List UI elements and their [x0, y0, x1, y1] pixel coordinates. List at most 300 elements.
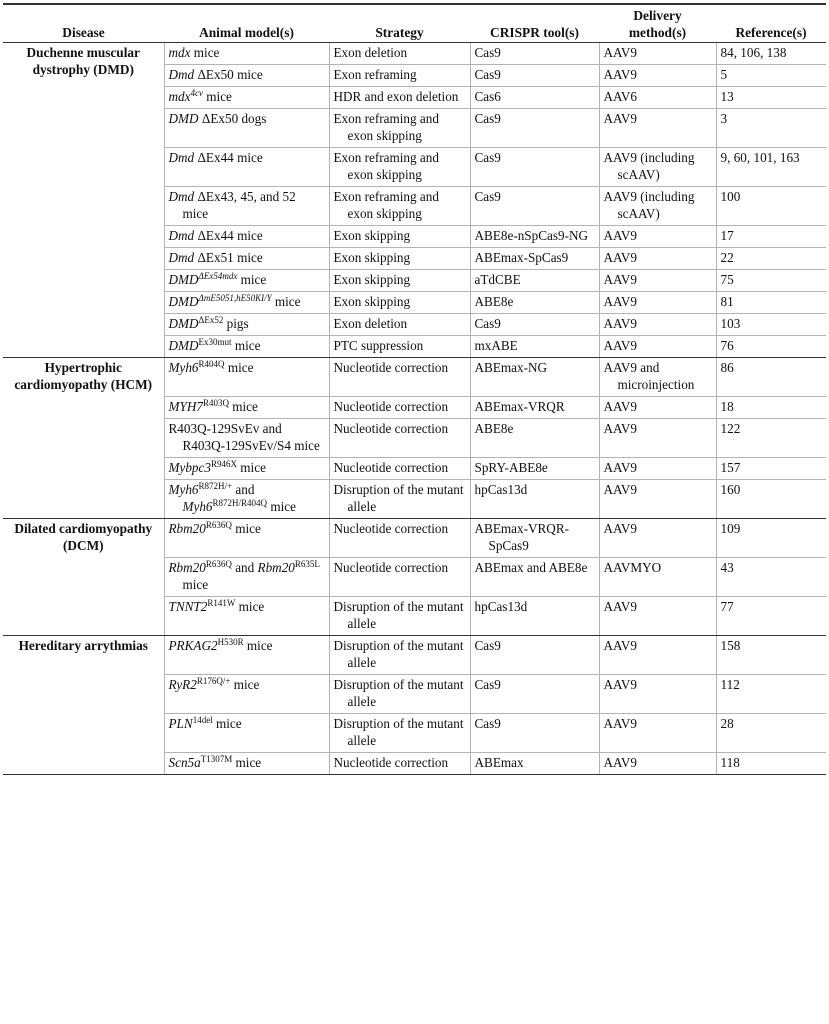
delivery-cell [599, 358, 716, 397]
strategy-cell [329, 270, 470, 292]
model-superscript: R404Q [198, 359, 225, 369]
model-segment: Myh6 [182, 499, 213, 514]
reference-cell [716, 558, 826, 597]
crispr-tool-cell [470, 419, 599, 458]
table-body [3, 43, 826, 775]
crispr-tool-text: Cas9 [474, 45, 501, 60]
strategy-text: Nucleotide correction [333, 521, 449, 536]
crispr-tool-cell [470, 753, 599, 775]
strategy-text: Nucleotide correction [333, 560, 449, 575]
reference-text: 157 [720, 460, 741, 475]
model-segment: mice [237, 460, 266, 475]
table-row [3, 43, 826, 65]
delivery-text: AAV9 [603, 460, 637, 475]
strategy-text: PTC suppression [333, 338, 424, 353]
strategy-text: Exon skipping [333, 250, 411, 265]
crispr-tool-cell [470, 558, 599, 597]
animal-model-text [169, 420, 325, 454]
delivery-text: AAV9 [603, 228, 637, 243]
crispr-tool-text: Cas6 [474, 89, 501, 104]
delivery-cell [599, 314, 716, 336]
model-segment: ΔEx44 mice [194, 228, 263, 243]
reference-text: 28 [720, 716, 734, 731]
strategy-cell [329, 187, 470, 226]
strategy-cell [329, 519, 470, 558]
reference-text: 118 [720, 755, 740, 770]
crispr-tool-text: Cas9 [474, 111, 501, 126]
delivery-cell [599, 336, 716, 358]
header-crispr-tools: CRISPR tool(s) [470, 4, 599, 43]
reference-text: 76 [720, 338, 734, 353]
delivery-text: AAV9 (including scAAV) [603, 150, 695, 182]
model-segment: mdx [168, 45, 191, 60]
reference-text: 122 [720, 421, 741, 436]
reference-text: 22 [720, 250, 734, 265]
reference-cell [716, 248, 826, 270]
header-strategy: Strategy [329, 4, 470, 43]
reference-text: 103 [720, 316, 741, 331]
reference-text: 18 [720, 399, 734, 414]
crispr-tool-cell [470, 458, 599, 480]
model-segment: Rbm20 [168, 560, 206, 575]
disease-cell: Hereditary arrythmias [3, 636, 164, 775]
delivery-text: AAV9 [603, 67, 637, 82]
model-segment: mice [212, 716, 242, 731]
reference-cell [716, 714, 826, 753]
crispr-tool-cell [470, 480, 599, 519]
reference-cell [716, 675, 826, 714]
animal-model-text [169, 715, 325, 732]
delivery-cell [599, 109, 716, 148]
model-segment: Dmd [168, 150, 195, 165]
strategy-text: Exon reframing [333, 67, 417, 82]
crispr-tool-text: hpCas13d [474, 599, 528, 614]
strategy-cell [329, 458, 470, 480]
delivery-cell [599, 480, 716, 519]
reference-cell [716, 480, 826, 519]
strategy-cell [329, 314, 470, 336]
strategy-cell [329, 558, 470, 597]
animal-model-cell [164, 714, 329, 753]
reference-text: 86 [720, 360, 734, 375]
strategy-cell [329, 226, 470, 248]
crispr-tool-text: Cas9 [474, 67, 501, 82]
crispr-tool-cell [470, 148, 599, 187]
model-segment: mice [235, 599, 265, 614]
strategy-cell [329, 397, 470, 419]
reference-text: 17 [720, 228, 734, 243]
crispr-tool-text: mxABE [474, 338, 518, 353]
strategy-cell [329, 636, 470, 675]
crispr-tool-cell [470, 292, 599, 314]
model-segment: mice [202, 89, 232, 104]
disease-cell: Hypertrophic cardiomyopathy (HCM) [3, 358, 164, 519]
model-segment: mice [224, 360, 254, 375]
reference-cell [716, 753, 826, 775]
reference-cell [716, 636, 826, 675]
table-row [3, 636, 826, 675]
reference-text: 109 [720, 521, 741, 536]
delivery-text: AAV9 [603, 716, 637, 731]
animal-model-text [169, 44, 325, 61]
strategy-text: Nucleotide correction [333, 460, 449, 475]
delivery-cell [599, 248, 716, 270]
model-segment: DMD [168, 338, 199, 353]
model-segment: mice [182, 577, 209, 592]
delivery-cell [599, 397, 716, 419]
header-disease: Disease [3, 4, 164, 43]
strategy-cell [329, 292, 470, 314]
animal-model-cell [164, 397, 329, 419]
animal-model-text [169, 149, 325, 166]
animal-model-cell [164, 519, 329, 558]
animal-model-text [169, 754, 325, 771]
header-delivery-methods: Delivery method(s) [599, 4, 716, 43]
model-superscript: H530R [217, 637, 244, 647]
animal-model-cell [164, 109, 329, 148]
gene-editing-table [3, 3, 826, 775]
crispr-tool-text: aTdCBE [474, 272, 521, 287]
header-animal-models: Animal model(s) [164, 4, 329, 43]
model-superscript: ΔEx54mdx [198, 271, 238, 281]
delivery-cell [599, 87, 716, 109]
reference-text: 43 [720, 560, 734, 575]
delivery-text: AAV9 [603, 316, 637, 331]
strategy-text: Exon reframing and exon skipping [333, 111, 439, 143]
reference-cell [716, 519, 826, 558]
reference-cell [716, 65, 826, 87]
animal-model-text [169, 481, 325, 515]
model-segment: mice [232, 755, 262, 770]
crispr-tool-text: ABEmax [474, 755, 524, 770]
delivery-cell [599, 65, 716, 87]
crispr-tool-cell [470, 65, 599, 87]
delivery-text: AAV9 [603, 521, 637, 536]
animal-model-cell [164, 187, 329, 226]
reference-cell [716, 314, 826, 336]
reference-text: 13 [720, 89, 734, 104]
delivery-cell [599, 43, 716, 65]
crispr-tool-cell [470, 248, 599, 270]
delivery-text: AAV9 and microinjection [603, 360, 695, 392]
reference-text: 3 [720, 111, 728, 126]
crispr-tool-cell [470, 270, 599, 292]
crispr-tool-cell [470, 87, 599, 109]
crispr-tool-text: hpCas13d [474, 482, 528, 497]
delivery-text: AAV9 [603, 482, 637, 497]
strategy-cell [329, 43, 470, 65]
reference-cell [716, 270, 826, 292]
animal-model-cell [164, 43, 329, 65]
model-segment: PLN [168, 716, 193, 731]
model-segment: and [231, 560, 258, 575]
disease-cell: Dilated cardiomyopathy (DCM) [3, 519, 164, 636]
model-segment: mice [237, 272, 267, 287]
model-segment: ΔEx44 mice [194, 150, 263, 165]
animal-model-cell [164, 248, 329, 270]
animal-model-cell [164, 458, 329, 480]
crispr-tool-cell [470, 43, 599, 65]
animal-model-text [169, 337, 325, 354]
model-superscript: R872H/R404Q [212, 498, 268, 508]
model-segment: PRKAG2 [168, 638, 218, 653]
crispr-tool-text: Cas9 [474, 716, 501, 731]
strategy-cell [329, 148, 470, 187]
reference-cell [716, 458, 826, 480]
model-segment: Scn5a [168, 755, 201, 770]
strategy-text: Exon skipping [333, 272, 411, 287]
model-segment: Myh6 [168, 360, 199, 375]
strategy-cell [329, 248, 470, 270]
delivery-text: AAV9 [603, 399, 637, 414]
model-segment: DMD [168, 316, 199, 331]
animal-model-cell [164, 675, 329, 714]
model-segment: Dmd [168, 189, 195, 204]
delivery-cell [599, 753, 716, 775]
delivery-text: AAV9 [603, 45, 637, 60]
model-segment: Rbm20 [168, 521, 206, 536]
reference-cell [716, 597, 826, 636]
reference-cell [716, 148, 826, 187]
delivery-cell [599, 714, 716, 753]
model-segment: Mybpc3 [168, 460, 211, 475]
model-segment: Rbm20 [257, 560, 295, 575]
strategy-cell [329, 675, 470, 714]
model-superscript: Ex30mut [198, 337, 232, 347]
model-segment: DMD [168, 272, 199, 287]
model-segment: mice [243, 638, 273, 653]
delivery-text: AAV9 [603, 272, 637, 287]
crispr-tool-text: Cas9 [474, 189, 501, 204]
delivery-text: AAVMYO [603, 560, 662, 575]
animal-model-text [169, 293, 325, 310]
model-segment: TNNT2 [168, 599, 208, 614]
strategy-text: Disruption of the mutant allele [333, 638, 464, 670]
animal-model-text [169, 271, 325, 288]
model-superscript: 4cv [190, 88, 203, 98]
model-segment: mice [228, 399, 258, 414]
animal-model-text [169, 559, 325, 593]
model-segment: ΔEx50 dogs [198, 111, 267, 126]
animal-model-text [169, 88, 325, 105]
model-segment: mice [271, 294, 301, 309]
model-superscript: R636Q [205, 520, 232, 530]
crispr-tool-cell [470, 314, 599, 336]
model-superscript: R141W [207, 598, 236, 608]
crispr-tool-cell [470, 336, 599, 358]
animal-model-cell [164, 753, 329, 775]
reference-text: 100 [720, 189, 741, 204]
reference-text: 81 [720, 294, 734, 309]
reference-text: 112 [720, 677, 740, 692]
crispr-tool-cell [470, 109, 599, 148]
animal-model-text [169, 110, 325, 127]
strategy-text: HDR and exon deletion [333, 89, 459, 104]
crispr-tool-cell [470, 358, 599, 397]
model-segment: ΔEx50 mice [194, 67, 263, 82]
strategy-cell [329, 419, 470, 458]
animal-model-text [169, 188, 325, 222]
animal-model-text [169, 598, 325, 615]
delivery-cell [599, 597, 716, 636]
strategy-cell [329, 480, 470, 519]
delivery-cell [599, 148, 716, 187]
animal-model-text [169, 676, 325, 693]
crispr-tool-text: Cas9 [474, 150, 501, 165]
strategy-cell [329, 753, 470, 775]
model-segment: DMD [168, 294, 199, 309]
strategy-text: Nucleotide correction [333, 399, 449, 414]
model-segment: Dmd [168, 67, 195, 82]
animal-model-cell [164, 336, 329, 358]
model-superscript: 14del [192, 715, 213, 725]
header-row [3, 4, 826, 43]
animal-model-cell [164, 358, 329, 397]
delivery-text: AAV9 [603, 421, 637, 436]
strategy-text: Exon deletion [333, 45, 408, 60]
strategy-text: Exon reframing and exon skipping [333, 150, 439, 182]
reference-text: 75 [720, 272, 734, 287]
crispr-tool-cell [470, 636, 599, 675]
reference-cell [716, 397, 826, 419]
animal-model-cell [164, 292, 329, 314]
delivery-text: AAV9 [603, 638, 637, 653]
animal-model-text [169, 227, 325, 244]
strategy-cell [329, 714, 470, 753]
model-segment: ΔEx51 mice [194, 250, 263, 265]
strategy-cell [329, 597, 470, 636]
strategy-text: Exon deletion [333, 316, 408, 331]
delivery-cell [599, 636, 716, 675]
model-superscript: R403Q [202, 398, 229, 408]
reference-text: 84, 106, 138 [720, 45, 787, 60]
crispr-tool-cell [470, 714, 599, 753]
delivery-cell [599, 558, 716, 597]
strategy-cell [329, 336, 470, 358]
model-segment: MYH7 [168, 399, 203, 414]
crispr-tool-text: ABE8e [474, 294, 514, 309]
animal-model-cell [164, 87, 329, 109]
animal-model-text [169, 249, 325, 266]
crispr-tool-text: ABE8e [474, 421, 514, 436]
strategy-text: Exon skipping [333, 228, 411, 243]
crispr-tool-text: ABEmax-VRQR [474, 399, 565, 414]
animal-model-cell [164, 558, 329, 597]
delivery-text: AAV9 (including scAAV) [603, 189, 695, 221]
reference-cell [716, 226, 826, 248]
model-superscript: ΔmE5051,hE50KI/Y [198, 293, 272, 303]
model-superscript: R636Q [205, 559, 232, 569]
animal-model-text [169, 66, 325, 83]
model-segment: pigs [223, 316, 249, 331]
crispr-tool-cell [470, 519, 599, 558]
crispr-tool-text: ABEmax-VRQR-SpCas9 [474, 521, 570, 553]
strategy-text: Nucleotide correction [333, 755, 449, 770]
delivery-text: AAV9 [603, 111, 637, 126]
crispr-tool-text: Cas9 [474, 638, 501, 653]
model-segment: Dmd [168, 228, 195, 243]
animal-model-cell [164, 597, 329, 636]
model-segment: and [232, 482, 255, 497]
table-row [3, 358, 826, 397]
delivery-cell [599, 226, 716, 248]
reference-cell [716, 109, 826, 148]
animal-model-cell [164, 636, 329, 675]
model-superscript: T1307M [200, 754, 233, 764]
strategy-text: Disruption of the mutant allele [333, 716, 464, 748]
strategy-text: Exon reframing and exon skipping [333, 189, 439, 221]
reference-cell [716, 87, 826, 109]
crispr-tool-cell [470, 187, 599, 226]
reference-text: 77 [720, 599, 734, 614]
reference-cell [716, 419, 826, 458]
crispr-tool-text: Cas9 [474, 677, 501, 692]
reference-text: 9, 60, 101, 163 [720, 150, 800, 165]
animal-model-cell [164, 270, 329, 292]
table-row [3, 519, 826, 558]
reference-text: 160 [720, 482, 741, 497]
delivery-cell [599, 458, 716, 480]
model-segment: mice [267, 499, 296, 514]
delivery-text: AAV9 [603, 250, 637, 265]
delivery-cell [599, 419, 716, 458]
model-segment: ΔEx43, 45, and 52 mice [182, 189, 296, 221]
model-superscript: R872H/+ [198, 481, 233, 491]
model-superscript: ΔEx52 [198, 315, 224, 325]
model-segment: RyR2 [168, 677, 197, 692]
disease-cell: Duchenne muscular dystrophy (DMD) [3, 43, 164, 358]
animal-model-cell [164, 226, 329, 248]
delivery-text: AAV9 [603, 677, 637, 692]
model-segment: mice [231, 521, 261, 536]
animal-model-text [169, 359, 325, 376]
strategy-cell [329, 109, 470, 148]
animal-model-text [169, 520, 325, 537]
strategy-text: Nucleotide correction [333, 421, 449, 436]
crispr-tool-text: ABE8e-nSpCas9-NG [474, 228, 589, 243]
animal-model-cell [164, 314, 329, 336]
delivery-text: AAV9 [603, 294, 637, 309]
reference-cell [716, 43, 826, 65]
model-segment: mdx [168, 89, 191, 104]
strategy-text: Nucleotide correction [333, 360, 449, 375]
model-segment: mice [230, 677, 260, 692]
header-references: Reference(s) [716, 4, 826, 43]
reference-text: 5 [720, 67, 728, 82]
crispr-tool-cell [470, 397, 599, 419]
strategy-text: Disruption of the mutant allele [333, 599, 464, 631]
delivery-cell [599, 292, 716, 314]
crispr-tool-cell [470, 226, 599, 248]
model-segment: Dmd [168, 250, 195, 265]
strategy-text: Disruption of the mutant allele [333, 677, 464, 709]
delivery-cell [599, 270, 716, 292]
delivery-text: AAV9 [603, 599, 637, 614]
animal-model-cell [164, 419, 329, 458]
animal-model-text [169, 398, 325, 415]
crispr-tool-text: ABEmax-SpCas9 [474, 250, 569, 265]
delivery-text: AAV9 [603, 755, 637, 770]
model-segment: R403Q-129SvEv and R403Q-129SvEv/S4 mice [168, 421, 320, 453]
crispr-tool-text: SpRY-ABE8e [474, 460, 548, 475]
reference-cell [716, 187, 826, 226]
model-segment: Myh6 [168, 482, 199, 497]
model-segment: mice [190, 45, 220, 60]
strategy-text: Exon skipping [333, 294, 411, 309]
animal-model-text [169, 315, 325, 332]
crispr-tool-cell [470, 675, 599, 714]
animal-model-cell [164, 480, 329, 519]
